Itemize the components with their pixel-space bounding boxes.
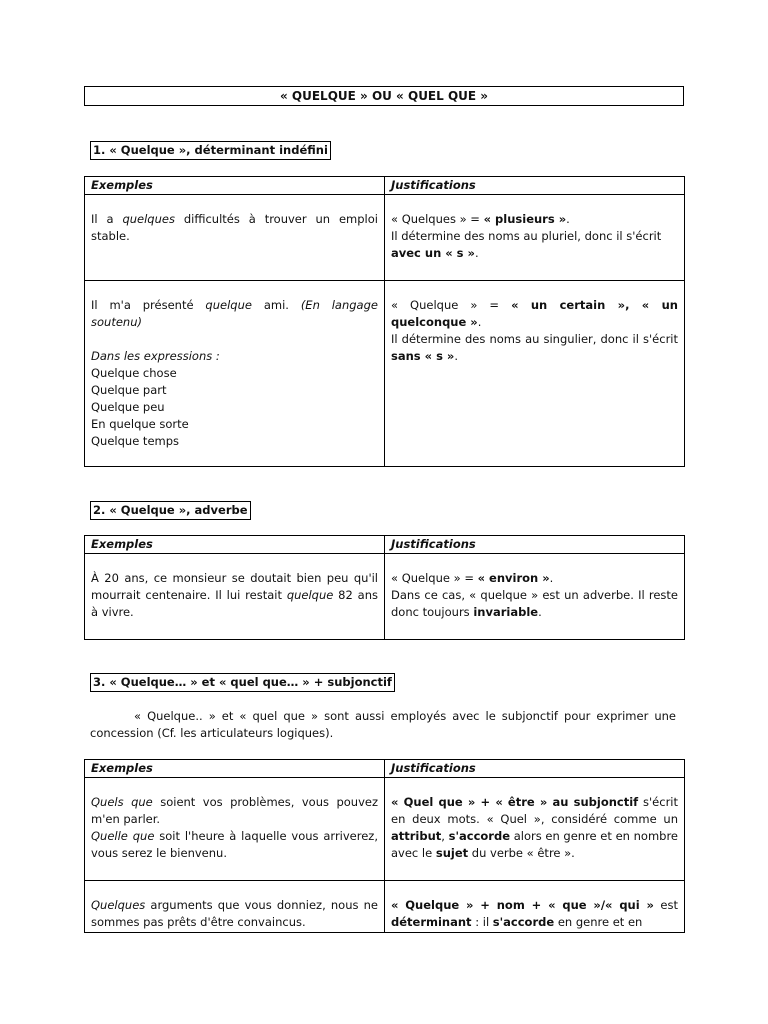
expression-item: Quelque temps — [91, 434, 180, 448]
table-header-row — [85, 177, 685, 195]
section-1-table — [84, 176, 685, 467]
expression-item: En quelque sorte — [91, 417, 189, 431]
section-3-heading: 3. « Quelque… » et « quel que… » + subjonctif — [90, 673, 395, 692]
table-row — [85, 195, 685, 281]
section-3-table — [84, 759, 685, 933]
justification-cell: « Quelque » = « environ ». Dans ce cas, « quelque » est un adverbe. Il reste donc toujours invariable. — [385, 554, 685, 640]
example-cell: Il a quelques difficultés à trouver un emploi stable. — [85, 195, 385, 281]
justifications-header: Justifications — [385, 536, 685, 554]
example-cell: Il m'a présenté quelque ami. (En langage soutenu) Dans les expressions : Quelque chose Quelque part Quelque peu En quelque sorte Quelque temps — [85, 281, 385, 467]
justification-cell: « Quel que » + « être » au subjonctif s'écrit en deux mots. « Quel », considéré comme un attribut, s'accorde alors en genre et en nombre avec le sujet du verbe « être ». — [385, 778, 685, 881]
expression-item: Quelque chose — [91, 366, 177, 380]
section-2-table — [84, 535, 685, 640]
section-1-heading: 1. « Quelque », déterminant indéfini — [90, 141, 331, 160]
justifications-header: Justifications — [385, 760, 685, 778]
page-title: « QUELQUE » OU « QUEL QUE » — [84, 86, 684, 106]
section-2-heading: 2. « Quelque », adverbe — [90, 501, 251, 520]
table-header-row — [85, 536, 685, 554]
table-row — [85, 778, 685, 881]
section-3-intro: « Quelque.. » et « quel que » sont aussi employés avec le subjonctif pour exprimer une concession (Cf. les articulateurs logiques). — [90, 709, 676, 740]
table-row — [85, 554, 685, 640]
justification-cell: « Quelques » = « plusieurs ». Il détermine des noms au pluriel, donc il s'écrit avec un « s ». — [385, 195, 685, 281]
example-cell: À 20 ans, ce monsieur se doutait bien peu qu'il mourrait centenaire. Il lui restait quelque 82 ans à vivre. — [85, 554, 385, 640]
table-header-row — [85, 760, 685, 778]
justifications-header: Justifications — [385, 177, 685, 195]
justification-cell: « Quelque » + nom + « que »/« qui » est déterminant : il s'accorde en genre et en — [385, 881, 685, 933]
examples-header: Exemples — [85, 177, 385, 195]
expression-item: Quelque peu — [91, 400, 165, 414]
expression-item: Quelque part — [91, 383, 167, 397]
examples-header: Exemples — [85, 536, 385, 554]
examples-header: Exemples — [85, 760, 385, 778]
justification-cell: « Quelque » = « un certain », « un quelconque ». Il détermine des noms au singulier, donc il s'écrit sans « s ». — [385, 281, 685, 467]
example-cell: Quelques arguments que vous donniez, nous ne sommes pas prêts d'être convaincus. — [85, 881, 385, 933]
table-row — [85, 881, 685, 933]
table-row — [85, 281, 685, 467]
example-cell: Quels que soient vos problèmes, vous pouvez m'en parler. Quelle que soit l'heure à laquelle vous arriverez, vous serez le bienvenu. — [85, 778, 385, 881]
